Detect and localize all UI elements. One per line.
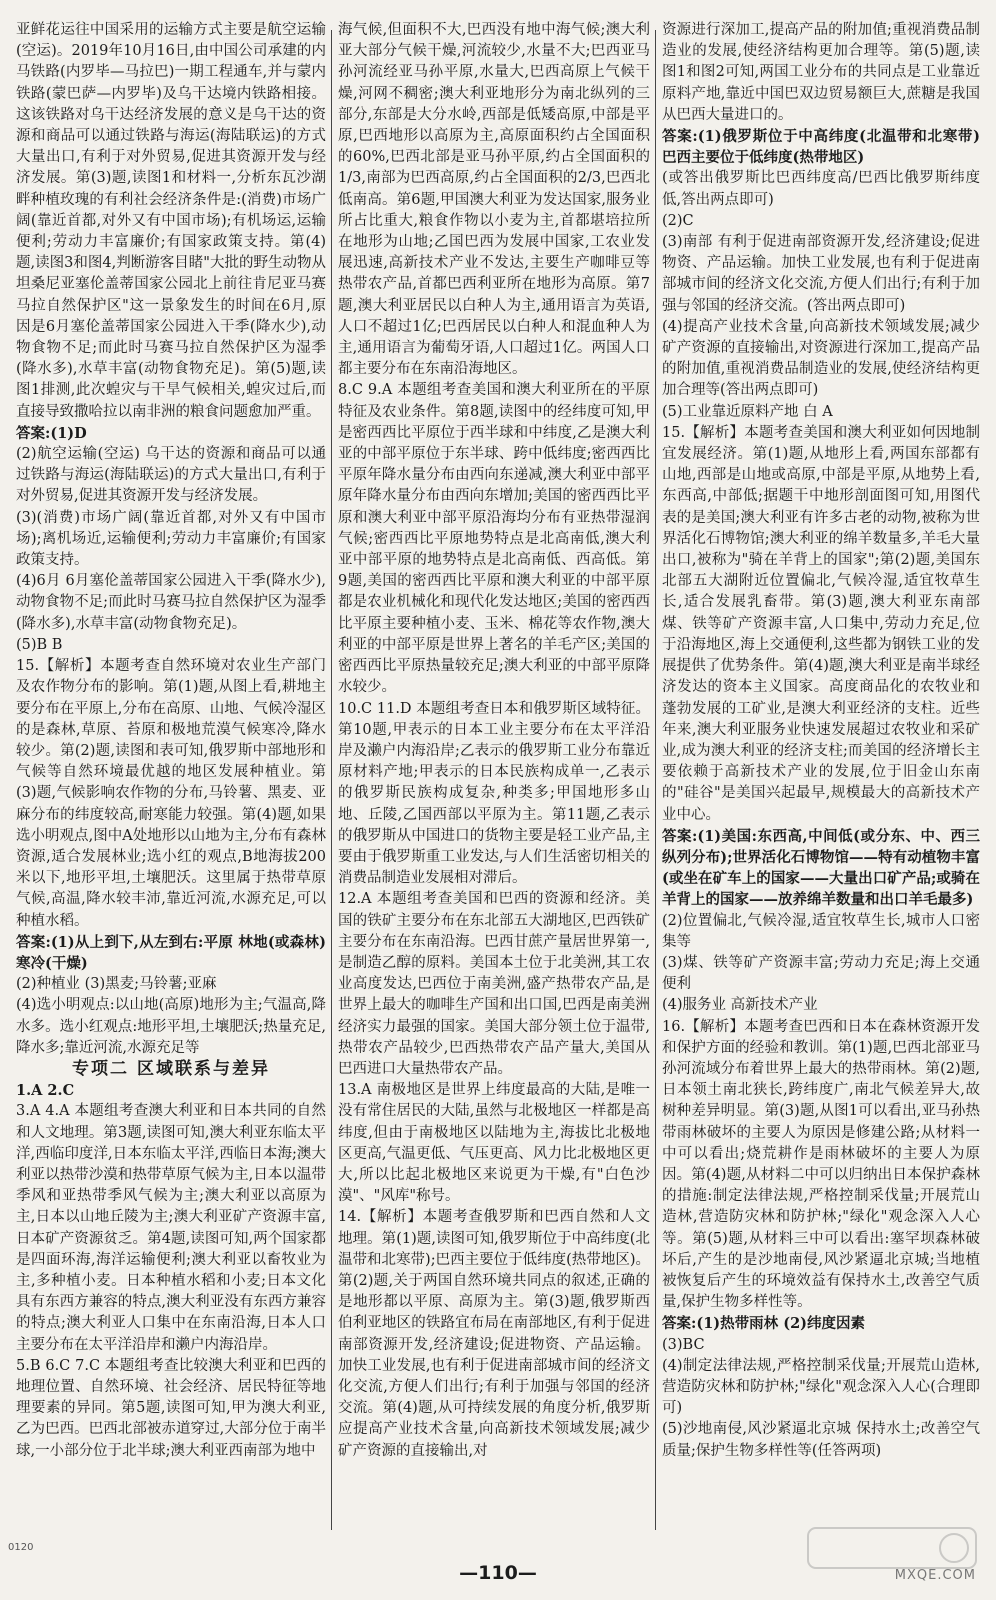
paragraph: 13.A 南极地区是世界上纬度最高的大陆,是唯一没有常住居民的大陆,虽然与北极地区一样都是高纬度,但由于南极地区以陆地为主,海拔比北极地区更高,气温更低、气压更高、风力比北极地区更大,所以比起北极地区来说更为干燥,有"白色沙漠"、"风库"称号。 (338, 1082, 650, 1205)
column-divider (655, 30, 656, 1530)
watermark-text: MXQE.COM (894, 1568, 976, 1583)
paragraph: (4)制定法律法规,严格控制采伐量;开展荒山造林,营造防灾林和防护林;"绿化"观念深入人心(合理即可) (662, 1357, 980, 1417)
paragraph: 15.【解析】本题考查自然环境对农业生产部门及农作物分布的影响。第(1)题,从图上看,耕地主要分布在平原上,分布在高原、山地、气候冷湿区的是森林,草原、苔原和极地荒漠气候寒冷,降水较少。第(2)题,读图和表可知,俄罗斯中部地形和气候等自然环境最优越的地区发展种植业。第(3)题,气候影响农作物的分布,马铃薯、黑麦、亚麻分布的纬度较高,耐寒能力较强。第(4)题,如果选小明观点,图中A处地形以山地为主,分布有森林资源,适合发展林业;选小红的观点,B地海拔200米以下,地形平坦,土壤肥沃。这里属于热带草原气候,高温,降水较丰沛,靠近河流,水源充足,可以种植水稻。 (16, 658, 326, 929)
paragraph: 资源进行深加工,提高产品的附加值;重视消费品制造业的发展,使经济结构更加合理等。第(5)题,读图1和图2可知,两国工业分布的共同点是工业靠近原料产地,靠近中国巴双边贸易额巨大,蔗糖是我国从巴西大量进口的。 (662, 22, 980, 123)
page-number: —110— (459, 1562, 537, 1584)
paragraph: (2)位置偏北,气候冷湿,适宜牧草生长,城市人口密集等 (662, 912, 980, 950)
column-divider (331, 30, 332, 1530)
paragraph: (5)工业靠近原料产地 白 A (662, 403, 833, 420)
paragraph: 答案:(1)俄罗斯位于中高纬度(北温带和北寒带) 巴西主要位于低纬度(热带地区) (662, 128, 980, 167)
paragraph: (3)(消费)市场广阔(靠近首都,对外又有中国市场);离机场近,运输便利;劳动力丰富廉价;有国家政策支持。 (16, 509, 326, 569)
paragraph: 3.A 4.A 本题组考查澳大利亚和日本共同的自然和人文地理。第3题,读图可知,澳大利亚东临太平洋,西临印度洋,日本东临太平洋,西临日本海;澳大利亚以热带沙漠和热带草原气候为主,日本以温带季风和亚热带季风气候为主;澳大利亚以高原为主,日本以山地丘陵为主;澳大利亚矿产资源丰富,日本矿产资源贫乏。第4题,读图可知,两个国家都是四面环海,海洋运输便利;澳大利亚以畜牧业为主,多种植小麦。日本种植水稻和小麦;日本文化具有东西方兼容的特点,澳大利亚没有东西方兼容的特点;澳大利亚人口集中在东南沿海,日本人口主要分布在太平洋沿岸和濑户内海沿岸。 (16, 1103, 326, 1353)
paragraph: 10.C 11.D 本题组考查日本和俄罗斯区域特征。第10题,甲表示的日本工业主要分布在太平洋沿岸及濑户内海沿岸;乙表示的俄罗斯工业分布靠近原材料产地;甲表示的日本民族构成单一,乙表示的俄罗斯民族构成复杂,种类多;甲国地形多山地、丘陵,乙国西部以平原为主。第11题,乙表示的俄罗斯从中国进口的货物主要是轻工业产品,主要由于俄罗斯重工业发达,与人们生活密切相关的消费品制造业发展相对滞后。 (338, 700, 650, 887)
paragraph: 亚鲜花运往中国采用的运输方式主要是航空运输(空运)。2019年10月16日,由中国公司承建的内马铁路(内罗毕—马拉巴)一期工程通车,并与蒙内铁路(蒙巴萨—内罗毕)及乌干达境内铁路相接。这该铁路对乌干达经济发展的意义是乌干达的资源和商品可以通过铁路与海运(海陆联运)的方式大量出口,有利于对外贸易,促进其资源开发与经济发展。第(3)题,读图1和材料一,分析东瓦沙湖畔种植玫瑰的有利社会经济条件是:(消费)市场广阔(靠近首都,对外又有中国市场);有机场运,运输便利;劳动力丰富廉价;有国家政策支持。第(4)题,读图3和图4,判断游客目睹"大批的野生动物从坦桑尼亚塞伦盖蒂国家公园北上前往肯尼亚马赛马拉自然保护区"这一景象发生的时间在6月,原因是6月塞伦盖蒂国家公园进入干季(降水少),动物食物不足;而此时马赛马拉自然保护区为湿季(降水多),水草丰富(动物食物充足)。第(5)题,读图1排测,此次蝗灾与干旱气候相关,蝗灾过后,而直接导致撒哈拉以南非洲的粮食问题愈加严重。 (16, 22, 326, 420)
paragraph: 答案:(1)美国:东西高,中间低(或分东、中、西三纵列分布);世界活化石博物馆——特有动植物丰富(或坐在矿车上的国家——大量出口矿产品;或骑在羊背上的国家——放养绵羊数量和出口羊毛最多) (662, 827, 980, 909)
paragraph: 海气候,但面积不大,巴西没有地中海气候;澳大利亚大部分气候干燥,河流较少,水量不大;巴西亚马孙河流经亚马孙平原,水量大,巴西高原上气候干燥,河网不稠密;澳大利亚地形分为南北纵列的三部分,东部是大分水岭,西部是低矮高原,中部是平原,巴西地形以高原为主,高原面积约占全国面积的60%,巴西北部是亚马孙平原,约占全国面积的1/3,南部为巴西高原,约占全国面积的2/3,巴西北低南高。第6题,甲国澳大利亚为发达国家,服务业所占比重大,粮食作物以小麦为主,首都堪培拉所在地形为山地;乙国巴西为发展中国家,工农业发展迅速,高新技术产业不发达,主要生产咖啡豆等热带农产品,首都巴西利亚所在地形为高原。第7题,澳大利亚居民以白种人为主,通用语言为英语,人口不超过1亿;巴西居民以白种人和混血种人为主,通用语言为葡萄牙语,人口超过1亿。两国人口都主要分布在东南沿海地区。 (338, 22, 650, 378)
paragraph: (2)种植业 (3)黑麦;马铃薯;亚麻 (16, 976, 217, 993)
paragraph: (4)选小明观点:以山地(高原)地形为主;气温高,降水多。选小红观点:地形平坦,土壤肥沃;热量充足,降水多;靠近河流,水源充足等 (16, 997, 326, 1056)
paragraph: (3)煤、铁等矿产资源丰富;劳动力充足;海上交通便利 (662, 954, 980, 993)
paragraph: 12.A 本题组考查美国和巴西的资源和经济。美国的铁矿主要分布在东北部五大湖地区,巴西铁矿主要分布在东南沿海。巴西甘蔗产量居世界第一,是制造乙醇的原料。美国本土位于北美洲,其工农业高度发达,巴西位于南美洲,盛产热带农产品,是世界上最大的咖啡生产国和出口国,巴西是南美洲经济实力最强的国家。美国大部分领土位于温带,热带农产品较少,巴西热带农产品产量大,美国从巴西进口大量热带农产品。 (338, 891, 650, 1077)
paragraph: 16.【解析】本题考查巴西和日本在森林资源开发和保护方面的经验和教训。第(1)题,巴西北部亚马孙河流域分布着世界上最大的热带雨林。第(2)题,日本领土南北狭长,跨纬度广,南北气候差异大,故树种差异明显。第(3)题,从图1可以看出,亚马孙热带雨林破坏的主要人为原因是修建公路;从材料一中可以看出;烧荒耕作是雨林破坏的主要人为原因。第(4)题,从材料二中可以归纳出日本保护森林的措施:制定法律法规,严格控制采伐量;开展荒山造林,营造防灾林和防护林;"绿化"观念深入人心等。第(5)题,从材料三中可以看出:塞罕坝森林破坏后,产生的是沙地南侵,风沙紧逼北京城;当地植被恢复后产生的环境效益有保持水土,改善空气质量,保护生物多样性等。 (662, 1018, 980, 1311)
paragraph: (4)服务业 高新技术产业 (662, 997, 818, 1014)
column-right (662, 20, 980, 1550)
paragraph: 1.A 2.C (16, 1082, 75, 1100)
paragraph: (2)C (662, 212, 694, 229)
section-heading: 专项二 区域联系与差异 (72, 1058, 270, 1079)
paragraph: 8.C 9.A 本题组考查美国和澳大利亚所在的平原特征及农业条件。第8题,读图中的经纬度可知,甲是密西西比平原位于西半球和中纬度,乙是澳大利亚的中部平原位于东半球、跨中低纬度;密西西比平原年降水量分布由西向东递减,澳大利亚中部平原年降水量分布由西向东增加;美国的密西西比平原和澳大利亚中部平原沿海均分布有亚热带湿润气候;密西西比平原地势特点是北高南低,澳大利亚中部平原的地势特点是北高南低、西高低。第9题,美国的密西西比平原和澳大利亚的中部平原都是农业机械化和现代化发达地区;美国的密西西比平原主要种植小麦、玉米、棉花等农作物,澳大利亚的中部平原是世界上著名的羊毛产区;美国的密西西比平原热量较充足;澳大利亚的中部平原降水较少。 (338, 382, 650, 696)
paragraph: (3)南部 有利于促进南部资源开发,经济建设;促进物资、产品运输。加快工业发展,也有利于促进南部城市间的经济文化交流,方便人们出行;有利于加强与邻国的经济交流。(答出两点即可) (662, 234, 980, 314)
paragraph: (2)航空运输(空运) 乌干达的资源和商品可以通过铁路与海运(海陆联运)的方式大量出口,有利于对外贸易,促进其资源开发与经济发展。 (16, 446, 326, 505)
paragraph: (4)6月 6月塞伦盖蒂国家公园进入干季(降水少),动物食物不足;而此时马赛马拉自然保护区为湿季(降水多),水草丰富(动物食物充足)。 (16, 573, 326, 632)
paragraph: 15.【解析】本题考查美国和澳大利亚如何因地制宜发展经济。第(1)题,从地形上看,两国东部都有山地,西部是山地或高原,中部是平原,从地势上看,东西高,中部低;据题干中地形剖面图可知,用图代表的是美国;澳大利亚有许多古老的动物,被称为世界活化石博物馆;澳大利亚的绵羊数量多,羊毛大量出口,被称为"骑在羊背上的国家";第(2)题,美国东北部五大湖附近位置偏北,气候冷湿,适宜牧草生长,适合发展乳畜带。第(3)题,澳大利亚东南部煤、铁等矿产资源丰富,人口集中,劳动力充足,位于沿海地区,海上交通便利,这些都为钢铁工业的发展提供了优势条件。第(4)题,澳大利亚是南半球经济发达的资本主义国家。高度商品化的农牧业和蓬勃发展的工矿业,是澳大利亚经济的支柱。近些年来,澳大利亚服务业快速发展超过农牧业和采矿业,成为澳大利亚的经济支柱;而美国的经济增长主要依赖于高新技术产业的发展,位于旧金山东南的"硅谷"是美国兴起最早,规模最大的高新技术产业中心。 (662, 424, 980, 823)
corner-mark: 0120 (8, 1542, 34, 1553)
paragraph: (4)提高产业技术含量,向高新技术领域发展;减少矿产资源的直接输出,对资源进行深加工,提高产品的附加值,重视消费品制造业的发展,使经济结构更加合理等(答出两点即可) (662, 318, 980, 399)
paragraph: 答案:(1)从上到下,从左到右:平原 林地(或森林) 寒冷(干燥) (16, 933, 326, 972)
paragraph: (或答出俄罗斯比巴西纬度高/巴西比俄罗斯纬度低,答出两点即可) (662, 170, 980, 208)
paragraph: 答案:(1)热带雨林 (2)纬度因素 (662, 1315, 866, 1333)
column-middle (338, 20, 650, 1550)
paragraph: 14.【解析】本题考查俄罗斯和巴西自然和人文地理。第(1)题,读图可知,俄罗斯位于中高纬度(北温带和北寒带);巴西主要位于低纬度(热带地区)。第(2)题,关于两国自然环境共同点的叙述,正确的是地形都以平原、高原为主。第(3)题,俄罗斯西伯利亚地区的铁路宜布局在南部地区,有利于促进南部资源开发,经济建设;促进物资、产品运输。加快工业发展,也有利于促进南部城市间的经济文化交流,方便人们出行;有利于加强与邻国的经济交流。第(4)题,从可持续发展的角度分析,俄罗斯应提高产业技术含量,向高新技术领域发展;减少矿产资源的直接输出,对 (338, 1209, 650, 1459)
paragraph: 5.B 6.C 7.C 本题组考查比较澳大利亚和巴西的地理位置、自然环境、社会经济、居民特征等地理要素的异同。第5题,读图可知,甲为澳大利亚,乙为巴西。巴西北部被赤道穿过,大部分位于南半球,一小部分位于北半球;澳大利亚西南部为地中 (16, 1357, 326, 1459)
paragraph: (3)BC (662, 1336, 705, 1353)
paragraph: (5)沙地南侵,风沙紧逼北京城 保持水土;改善空气质量;保护生物多样性等(任答两项) (662, 1421, 980, 1459)
paragraph: 答案:(1)D (16, 424, 87, 442)
column-left (16, 20, 326, 1550)
paragraph: (5)B B (16, 636, 63, 653)
